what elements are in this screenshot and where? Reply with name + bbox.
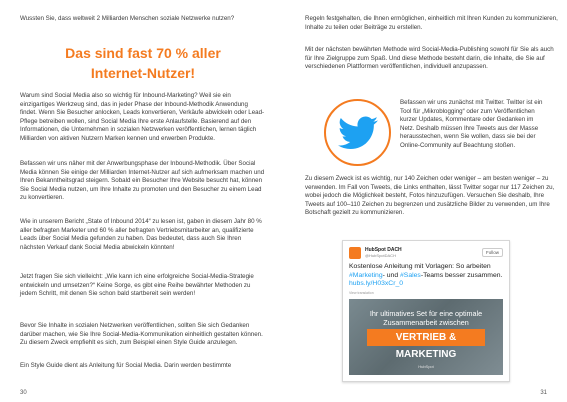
tweet-link[interactable]: hubs.ly/H03xCr_0 (349, 280, 404, 288)
twitter-paragraph: Befassen wir uns zunächst mit Twitter. Twitter ist ein Tool für „Mikroblogging“ oder zum Veröffentlichen kurzer Updates, Kommentare oder Gedanken im Netz. Deshalb müssen Ihre Tweets aus der Masse herausstechen, wenn Sie wollen, dass sie bei der Online-Community auf Beachtung stoßen. (400, 99, 543, 149)
tweet-text (349, 263, 503, 289)
page-number-right: 31 (540, 390, 547, 396)
tweet-image-line-2: Zusammenarbeit zwischen (383, 318, 469, 327)
paragraph-4: Jetzt fragen Sie sich vielleicht: „Wie kann ich eine erfolgreiche Social-Media-Strategie entwickeln und umsetzen?“ Keine Sorge, es gibt eine Reihe bewährter Methoden zu jedem Schritt, mit denen Sie schon bald startbereit sein werden! (20, 273, 254, 298)
paragraph-5: Bevor Sie Inhalte in sozialen Netzwerken veröffentlichen, sollten Sie sich Gedanken darüber machen, wie Sie Ihre Social-Media-Kommunikation einheitlich gestalten können. Zu diesem Zweck empfiehlt es sich, zum Beispiel einen Style Guide anzulegen. (20, 322, 263, 347)
page-number-left: 30 (20, 390, 27, 396)
tweet-text-part: Kostenlose Anleitung mit Vorlagen: So arbeiten (349, 263, 491, 270)
right-paragraph-1: Regeln festgehalten, die Ihnen ermöglichen, einheitlich mit Ihren Kunden zu kommunizieren, Inhalte zu teilen oder Beiträge zu erstellen. (305, 15, 558, 31)
headline-line-1: Das sind fast 70 % aller (65, 45, 221, 61)
tweet-text-part: -Teams besser zusammen. (420, 271, 503, 279)
tweet-header (349, 247, 503, 261)
tweet-account-name[interactable]: HubSpot DACH (365, 247, 402, 253)
tweet-text-part: - und (382, 271, 401, 279)
paragraph-2: Befassen wir uns näher mit der Anwerbungsphase der Inbound-Methodik. Über Social Media können Sie einige der Milliarden Internet-Nutzer auf sich aufmerksam machen und Ihren Bekanntheitsgrad steigern. Sobald ein Besucher Ihre Website besucht hat, können Sie Social Media nutzen, um Ihre Inhalte zu promoten und den Besucher zu einem Lead zu konvertieren. (20, 160, 265, 202)
tweet-handle: @HubSpotDACH (365, 253, 396, 258)
tweet-image-line-1: Ihr ultimatives Set für eine optimale (369, 309, 483, 318)
intro-text: Wussten Sie, dass weltweit 2 Milliarden Menschen soziale Netzwerke nutzen? (20, 15, 235, 22)
hashtag-sales[interactable]: #Sales (400, 271, 421, 279)
tweet-image-banner: VERTRIEB & MARKETING (367, 329, 485, 346)
tweet-image[interactable] (349, 299, 503, 375)
tweet-meta[interactable]: View translation (349, 291, 374, 295)
hashtag-marketing[interactable]: #Marketing (349, 271, 383, 279)
right-paragraph-2: Mit der nächsten bewährten Methode wird Social-Media-Publishing sowohl für Sie als auch für Ihre Zielgruppe zum Spaß. Und diese Methode besteht darin, die Inhalte, die Sie auf verschiedenen Plattformen veröffentlichen, individuell anzupassen. (305, 46, 554, 71)
paragraph-1: Warum sind Social Media also so wichtig für Inbound-Marketing? Weil sie ein einzigartiges Werkzeug sind, das in jeder Phase der Inbound-Methodik Anwendung findet. Wenn Sie Besucher anlocken, Leads konvertieren, Verkäufe abwickeln oder Lead-Pflege betreiben wollen, sind Social Media Ihre erste Anlaufstelle. Basierend auf den Informationen, die Unternehmen in sozialen Netzwerken veröffentlichen, lernen täglich Milliarden von aktiven Nutzern Marken kennen und erwerben Produkte. (20, 92, 265, 142)
tweet-image-footer: HubSpot (418, 364, 434, 369)
paragraph-3: Wie in unserem Bericht „State of Inbound 2014“ zu lesen ist, gaben in diesem Jahr 80 % aller befragten Marketer und 60 % aller befragten Vertriebsmitarbeiter an, qualifizierte Leads über Social Media gefunden zu haben. Das bedeutet, dass auch Sie Ihren nächsten Verkauf dank Social Media abwickeln könnten! (20, 218, 262, 251)
right-paragraph-3: Zu diesem Zweck ist es wichtig, nur 140 Zeichen oder weniger – am besten weniger – zu verwenden. Im Fall von Tweets, die Links enthalten, lässt Twitter sogar nur 117 Zeichen zu, wobei jedoch die Möglichkeit besteht, Fotos hinzuzufügen. Versuchen Sie deshalb, Ihre Tweets auf 100–110 Zeichen zu begrenzen und zusätzliche Bilder zu verwenden, um Ihre Botschaft gezielt zu kommunizieren. (305, 175, 555, 217)
tweet-image-caption (349, 309, 503, 327)
follow-button[interactable]: Follow (482, 248, 503, 257)
twitter-icon-badge (324, 99, 391, 166)
avatar (349, 247, 361, 259)
left-page (0, 0, 283, 402)
twitter-bird-icon (338, 116, 378, 150)
embedded-tweet[interactable] (342, 240, 510, 382)
paragraph-6: Ein Style Guide dient als Anleitung für Social Media. Darin werden bestimmte (20, 362, 232, 369)
headline-line-2: Internet-Nutzer! (90, 65, 196, 81)
